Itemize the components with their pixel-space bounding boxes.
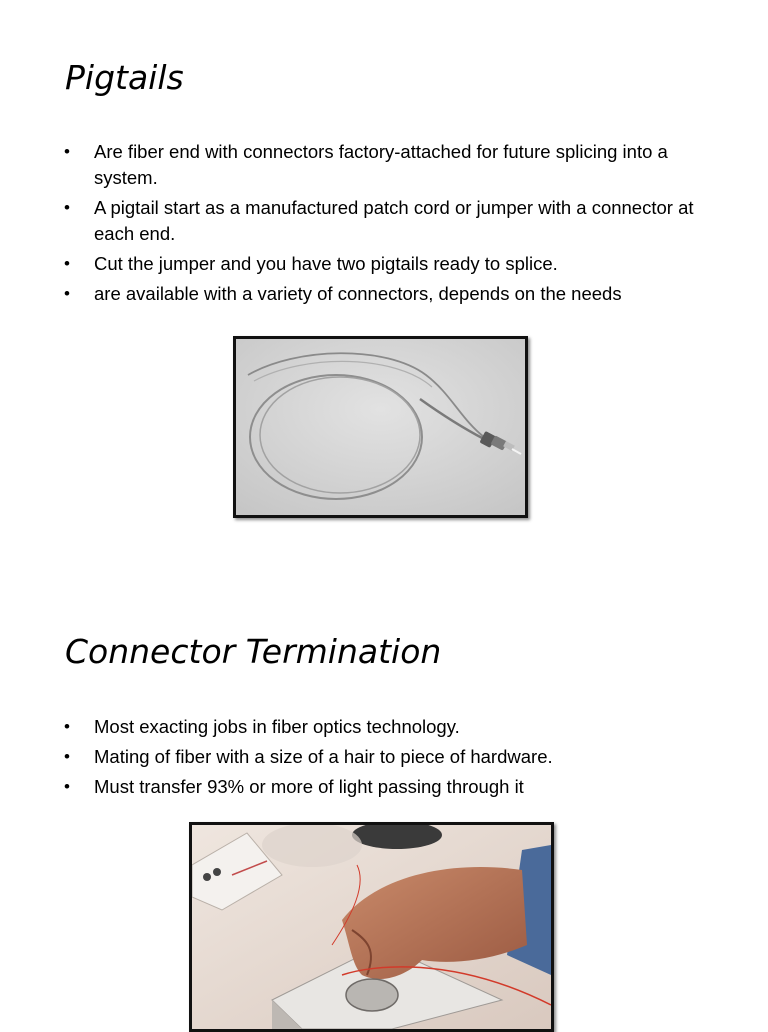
bullet-icon: • xyxy=(64,284,70,303)
list-item xyxy=(0,139,730,191)
bullet-icon: • xyxy=(64,777,70,796)
connector-termination-bullet-list xyxy=(0,714,730,804)
list-item xyxy=(0,195,730,247)
bullet-text: Must transfer 93% or more of light passing through it xyxy=(94,776,524,797)
bullet-text: Cut the jumper and you have two pigtails ready to splice. xyxy=(94,253,558,274)
list-item xyxy=(0,281,730,307)
bullet-icon: • xyxy=(64,717,70,736)
section-title-connector-termination: Connector Termination xyxy=(65,632,442,671)
bullet-text: Mating of fiber with a size of a hair to piece of hardware. xyxy=(94,746,553,767)
connector-termination-photo xyxy=(189,822,554,1032)
bullet-icon: • xyxy=(64,747,70,766)
pigtail-cable-illustration xyxy=(236,339,525,515)
hand-polishing-connector-illustration xyxy=(192,825,551,1029)
list-item xyxy=(0,714,730,740)
pigtail-cable-photo xyxy=(233,336,528,518)
list-item xyxy=(0,774,730,800)
bullet-icon: • xyxy=(64,254,70,273)
bullet-text: Most exacting jobs in fiber optics technology. xyxy=(94,716,460,737)
pigtails-bullet-list xyxy=(0,139,730,311)
bullet-text: are available with a variety of connectors, depends on the needs xyxy=(94,283,622,304)
list-item xyxy=(0,251,730,277)
bullet-text: Are fiber end with connectors factory-attached for future splicing into a system. xyxy=(94,141,668,188)
section-title-pigtails: Pigtails xyxy=(65,58,184,97)
bullet-icon: • xyxy=(64,198,70,217)
bullet-icon: • xyxy=(64,142,70,161)
bullet-text: A pigtail start as a manufactured patch cord or jumper with a connector at each end. xyxy=(94,197,694,244)
list-item xyxy=(0,744,730,770)
